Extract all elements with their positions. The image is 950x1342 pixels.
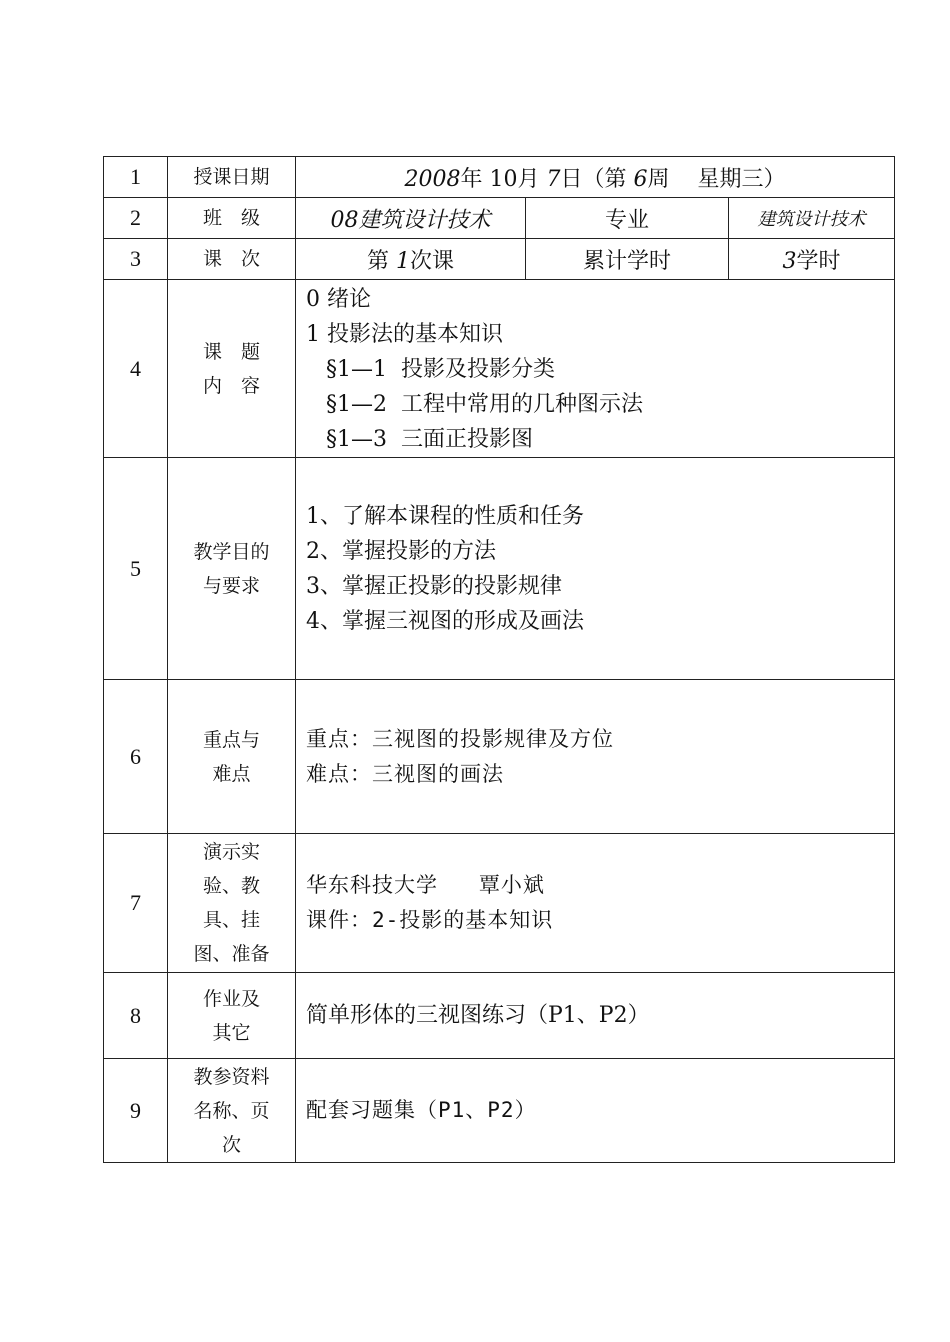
label-line: 课 题 [202, 340, 260, 363]
date-day-suffix: 日（第 [560, 166, 627, 192]
row-label [168, 1059, 296, 1163]
row-number: 8 [104, 973, 168, 1059]
table-row [104, 239, 895, 280]
date-month: 10 [489, 166, 518, 192]
content-line: 1、了解本课程的性质和任务 [306, 503, 584, 529]
major-value: 建筑设计技术 [729, 198, 895, 239]
label-line: 具、挂 [202, 909, 260, 931]
row-number: 5 [104, 458, 168, 680]
lesson-date [296, 157, 895, 198]
label-line: 次 [221, 1133, 241, 1156]
row-number: 9 [104, 1059, 168, 1163]
date-month-suffix: 月 [517, 166, 540, 192]
table-row [104, 1059, 895, 1163]
label-line: 难点 [212, 762, 251, 785]
key-points-content [296, 680, 895, 834]
session-number: 1 [396, 248, 410, 274]
objectives-content [296, 458, 895, 680]
label-line: 其它 [212, 1021, 251, 1044]
label-line: 演示实 [202, 841, 260, 863]
label-line: 教参资料 [193, 1065, 270, 1088]
label-line: 作业及 [202, 987, 260, 1010]
row-label [168, 834, 296, 973]
date-year: 2008 [404, 166, 461, 192]
row-number: 7 [104, 834, 168, 973]
topic-content [296, 280, 895, 458]
row-label [168, 680, 296, 834]
hours-label: 累计学时 [526, 239, 729, 280]
label-line: 图、准备 [193, 943, 270, 965]
hours-value [729, 239, 895, 280]
label-line: 名称、页 [193, 1099, 270, 1122]
row-label: 课 次 [168, 239, 296, 280]
table-row [104, 157, 895, 198]
hours-unit: 学时 [796, 248, 841, 274]
class-name: 08建筑设计技术 [296, 198, 526, 239]
content-line: §1—3 三面正投影图 [326, 427, 533, 452]
session-value [296, 239, 526, 280]
content-line: 3、掌握正投影的投影规律 [306, 573, 562, 599]
row-label: 授课日期 [168, 157, 296, 198]
date-day: 7 [546, 166, 561, 192]
lesson-plan-table [103, 156, 895, 1163]
content-line: 1 投影法的基本知识 [306, 322, 503, 347]
label-line: 内 容 [202, 374, 260, 397]
row-number: 6 [104, 680, 168, 834]
table-row [104, 198, 895, 239]
row-label: 班 级 [168, 198, 296, 239]
label-line: 教学目的 [193, 540, 270, 563]
row-number: 2 [104, 198, 168, 239]
row-number: 3 [104, 239, 168, 280]
date-weekday: 星期三） [697, 166, 786, 192]
major-label: 专业 [526, 198, 729, 239]
table-row [104, 458, 895, 680]
content-line: 2、掌握投影的方法 [306, 538, 496, 564]
row-label [168, 280, 296, 458]
date-year-suffix: 年 [460, 166, 483, 192]
homework-content [296, 973, 895, 1059]
table-row [104, 973, 895, 1059]
row-label [168, 973, 296, 1059]
table-row [104, 280, 895, 458]
date-week: 6 [633, 166, 648, 192]
session-prefix: 第 [366, 248, 389, 274]
content-line: 难点：三视图的画法 [306, 761, 504, 786]
content-line: 华东科技大学 覃小斌 [306, 873, 545, 897]
references-content [296, 1059, 895, 1163]
content-line: 课件：2-投影的基本知识 [306, 908, 554, 932]
content-line: 简单形体的三视图练习（P1、P2） [306, 1003, 650, 1028]
content-line: §1—2 工程中常用的几种图示法 [326, 392, 643, 417]
table-row [104, 680, 895, 834]
row-number: 1 [104, 157, 168, 198]
content-line: §1—1 投影及投影分类 [326, 357, 555, 382]
label-line: 验、教 [202, 875, 260, 897]
label-line: 与要求 [202, 574, 260, 597]
content-line: 4、掌握三视图的形成及画法 [306, 608, 584, 634]
hours-number: 3 [782, 248, 797, 274]
content-line: 配套习题集（P1、P2） [306, 1098, 537, 1122]
session-suffix: 次课 [410, 248, 455, 274]
content-line: 重点：三视图的投影规律及方位 [306, 726, 614, 751]
content-line: 0 绪论 [306, 287, 371, 312]
date-week-suffix: 周 [647, 166, 670, 192]
table-row [104, 834, 895, 973]
row-number: 4 [104, 280, 168, 458]
row-label [168, 458, 296, 680]
teaching-aids-content [296, 834, 895, 973]
label-line: 重点与 [202, 728, 260, 751]
